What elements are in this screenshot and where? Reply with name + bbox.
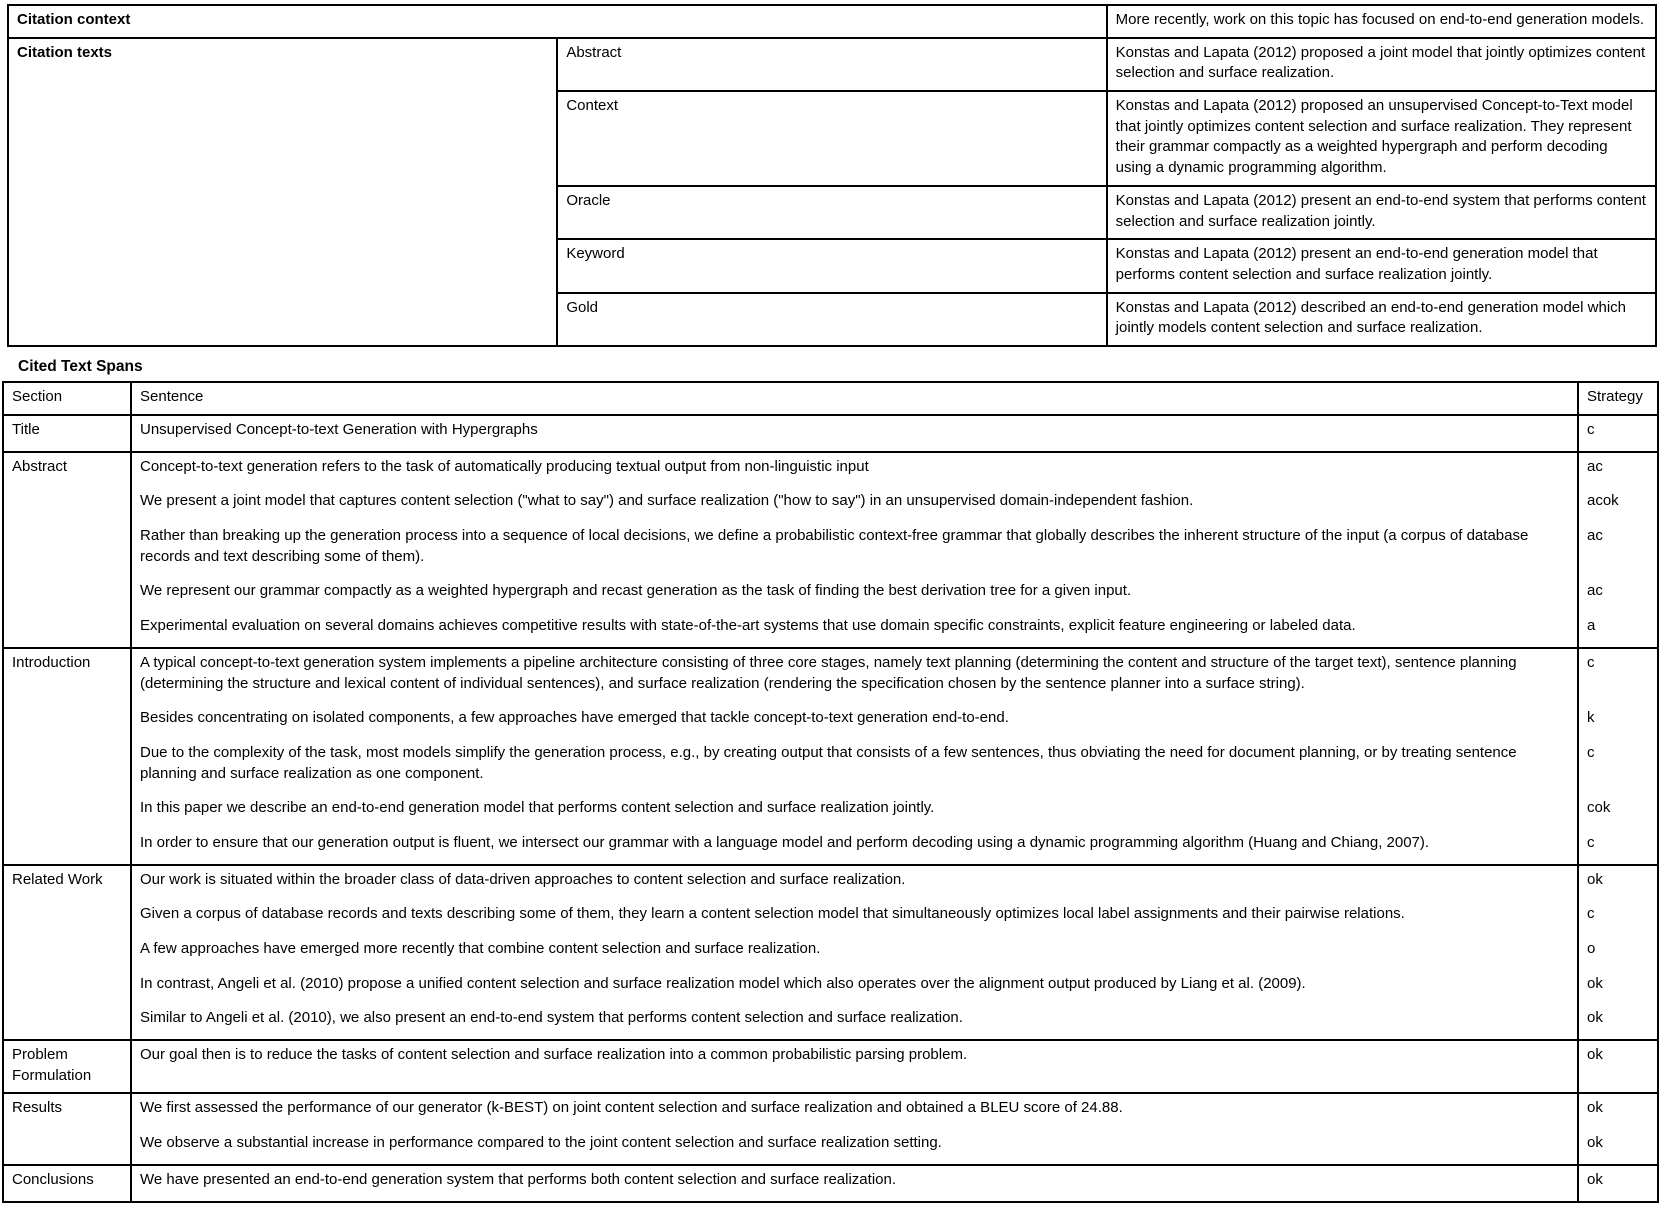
strategy-cell: cok: [1578, 794, 1658, 829]
spans-header-row: [3, 382, 1658, 415]
span-row: [3, 1165, 1658, 1202]
variant-label: Oracle: [557, 186, 1106, 239]
section-cell: Title: [3, 415, 131, 452]
strategy-cell: ac: [1578, 522, 1658, 577]
sentence-cell: In contrast, Angeli et al. (2010) propose a unified content selection and surface realization model which also operates over the alignment output produced by Liang et al. (2009).: [140, 974, 1306, 992]
sentence-cell: We first assessed the performance of our generator (k-BEST) on joint content selection and surface realization and obtained a BLEU score of 24.88.: [131, 1093, 1578, 1129]
span-row: [3, 865, 1658, 901]
span-row: [3, 1093, 1658, 1129]
sentence-cell: We observe a substantial increase in performance compared to the joint content selection and surface realization setting.: [140, 1134, 942, 1152]
sentence-cell: We present a joint model that captures content selection ("what to say") and surface realization ("how to say") in an unsupervised domain-independent fashion.: [140, 492, 1194, 510]
section-cell: Problem Formulation: [3, 1040, 131, 1093]
sentence-cell: Due to the complexity of the task, most models simplify the generation process, e.g., by creating output that consists of a few sentences, thus obviating the need for document planning, or by treating sentence planning and surface realization as one component.: [140, 743, 1517, 782]
strategy-cell: ok: [1578, 865, 1658, 901]
variant-text: Konstas and Lapata (2012) present an end-to-end generation model that performs content selection and surface realization jointly.: [1107, 239, 1656, 292]
variant-label: Abstract: [557, 38, 1106, 91]
span-row: [3, 794, 1658, 829]
section-cell: Conclusions: [3, 1165, 131, 1202]
sentence-cell: Besides concentrating on isolated components, a few approaches have emerged that tackle concept-to-text generation end-to-end.: [140, 709, 1009, 727]
strategy-cell: ok: [1578, 970, 1658, 1005]
strategy-cell: c: [1578, 900, 1658, 935]
sentence-cell: A typical concept-to-text generation system implements a pipeline architecture consisting of three core stages, namely text planning (determining the content and structure of the target text), sentence planning (determining the structure and lexical content of individual sentences), and surface realization (rendering the specification chosen by the sentence planner into a surface string).: [131, 648, 1578, 704]
strategy-cell: ac: [1578, 577, 1658, 612]
span-row: [3, 704, 1658, 739]
strategy-cell: ac: [1578, 452, 1658, 488]
variant-text: Konstas and Lapata (2012) proposed an unsupervised Concept-to-Text model that jointly optimizes content selection and surface realization. They represent their grammar compactly as a weighted hypergraph and perform decoding using a dynamic programming algorithm.: [1107, 91, 1656, 186]
section-cell: Introduction: [3, 648, 131, 865]
cited-text-spans-table: [2, 381, 1659, 1202]
citation-context-text: More recently, work on this topic has focused on end-to-end generation models.: [1107, 5, 1656, 38]
span-row: [3, 1004, 1658, 1040]
span-row: [3, 970, 1658, 1005]
span-row: [3, 935, 1658, 970]
sentence-cell: In this paper we describe an end-to-end generation model that performs content selection and surface realization jointly.: [140, 799, 935, 817]
section-cell: Results: [3, 1093, 131, 1164]
span-row: [3, 452, 1658, 488]
citation-context-label: Citation context: [8, 5, 1107, 38]
sentence-cell: Our goal then is to reduce the tasks of content selection and surface realization into a common probabilistic parsing problem.: [131, 1040, 1578, 1093]
citation-texts-label: Citation texts: [8, 38, 557, 346]
variant-text: Konstas and Lapata (2012) proposed a joint model that jointly optimizes content selection and surface realization.: [1107, 38, 1656, 91]
sentence-cell: Unsupervised Concept-to-text Generation with Hypergraphs: [131, 415, 1578, 452]
strategy-cell: a: [1578, 612, 1658, 648]
citation-text-row: [8, 38, 1656, 91]
span-row: [3, 739, 1658, 794]
citation-context-row: [8, 5, 1656, 38]
strategy-cell: c: [1578, 415, 1658, 452]
span-row: [3, 829, 1658, 865]
strategy-cell: k: [1578, 704, 1658, 739]
span-row: [3, 522, 1658, 577]
sentence-cell: In order to ensure that our generation output is fluent, we intersect our grammar with a language model and perform decoding using a dynamic programming algorithm (Huang and Chiang, 2007).: [140, 833, 1430, 851]
strategy-cell: c: [1578, 829, 1658, 865]
sentence-column-header: Sentence: [131, 382, 1578, 415]
sentence-cell: Given a corpus of database records and texts describing some of them, they learn a content selection model that simultaneously optimizes local label assignments and their pairwise relations.: [140, 905, 1405, 923]
strategy-cell: ok: [1578, 1040, 1658, 1093]
spans-table-body: [3, 415, 1658, 1202]
sentence-cell: We have presented an end-to-end generation system that performs both content selection and surface realization.: [131, 1165, 1578, 1202]
section-column-header: Section: [3, 382, 131, 415]
variant-label: Context: [557, 91, 1106, 186]
span-row: [3, 577, 1658, 612]
strategy-column-header: Strategy: [1578, 382, 1658, 415]
variant-text: Konstas and Lapata (2012) present an end-to-end system that performs content selection and surface realization jointly.: [1107, 186, 1656, 239]
sentence-cell: Similar to Angeli et al. (2010), we also present an end-to-end system that performs content selection and surface realization.: [140, 1009, 963, 1027]
span-row: [3, 1040, 1658, 1093]
span-row: [3, 487, 1658, 522]
variant-text: Konstas and Lapata (2012) described an end-to-end generation model which jointly models content selection and surface realization.: [1107, 293, 1656, 346]
strategy-cell: c: [1578, 739, 1658, 794]
section-cell: Related Work: [3, 865, 131, 1040]
sentence-cell: Rather than breaking up the generation process into a sequence of local decisions, we define a probabilistic context-free grammar that globally describes the inherent structure of the input (a corpus of database records and text describing some of them).: [140, 527, 1529, 565]
sentence-cell: Concept-to-text generation refers to the task of automatically producing textual output from non-linguistic input: [131, 452, 1578, 488]
span-row: [3, 900, 1658, 935]
span-row: [3, 415, 1658, 452]
span-row: [3, 648, 1658, 704]
sentence-cell: Our work is situated within the broader class of data-driven approaches to content selection and surface realization.: [131, 865, 1578, 901]
sentence-cell: A few approaches have emerged more recently that combine content selection and surface realization.: [140, 940, 821, 957]
variant-label: Gold: [557, 293, 1106, 346]
strategy-cell: acok: [1578, 487, 1658, 522]
strategy-cell: ok: [1578, 1165, 1658, 1202]
section-cell: Abstract: [3, 452, 131, 648]
span-row: [3, 1129, 1658, 1165]
sentence-cell: We represent our grammar compactly as a weighted hypergraph and recast generation as the task of finding the best derivation tree for a given input.: [140, 582, 1132, 600]
span-row: [3, 612, 1658, 648]
strategy-cell: ok: [1578, 1093, 1658, 1129]
strategy-cell: c: [1578, 648, 1658, 704]
cited-text-spans-title: Cited Text Spans: [18, 357, 143, 375]
sentence-cell: Experimental evaluation on several domains achieves competitive results with state-of-the-art systems that use domain specific constraints, explicit feature engineering or labeled data.: [140, 617, 1356, 635]
strategy-cell: ok: [1578, 1129, 1658, 1165]
citation-table: [7, 4, 1657, 347]
strategy-cell: o: [1578, 935, 1658, 970]
variant-label: Keyword: [557, 239, 1106, 292]
strategy-cell: ok: [1578, 1004, 1658, 1040]
